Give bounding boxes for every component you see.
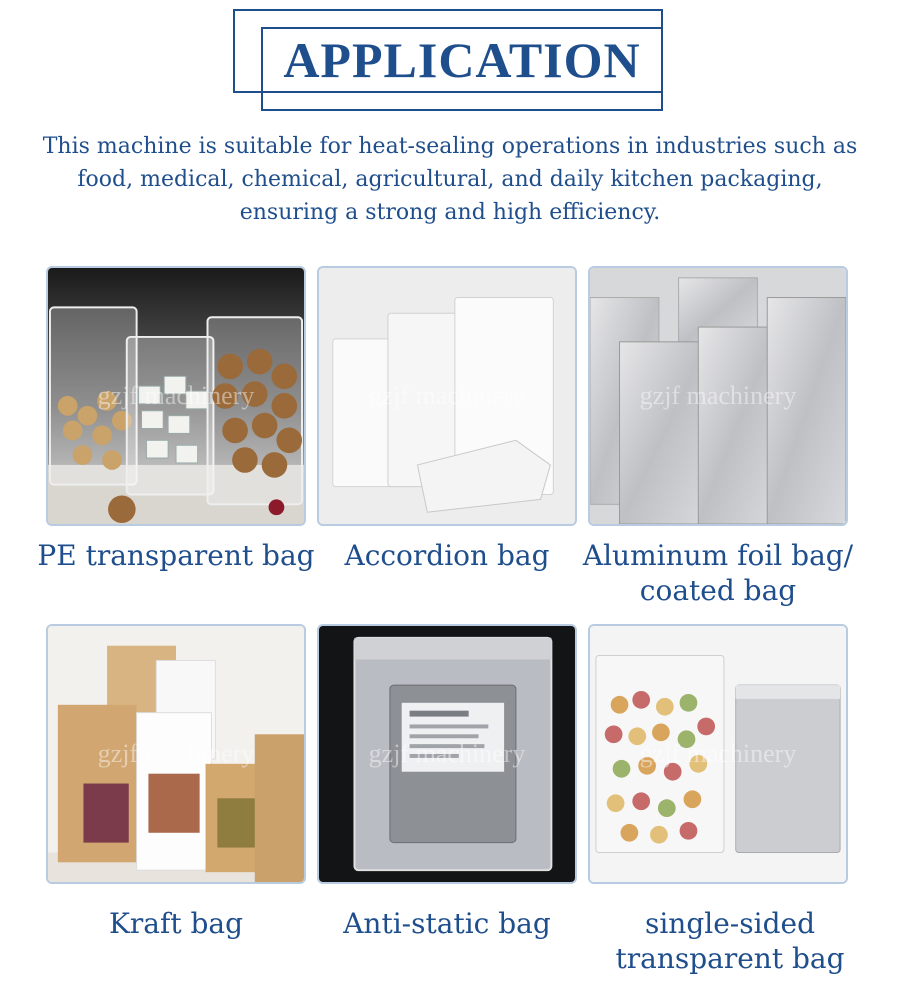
page-title: APPLICATION: [283, 32, 641, 88]
title-banner: [233, 9, 663, 109]
product-label-anti-static-bag: Anti-static bag: [343, 907, 551, 940]
watermark: gzjf machinery: [639, 738, 797, 768]
product-image-kraft-bag: [46, 624, 306, 884]
product-label-aluminum-foil-bag: Aluminum foil bag/ coated bag: [582, 539, 854, 607]
watermark: gzjf machinery: [368, 738, 526, 768]
watermark: gzjf machinery: [97, 380, 255, 410]
product-label-pe-transparent-bag: PE transparent bag: [37, 539, 315, 572]
product-label-accordion-bag: Accordion bag: [344, 539, 550, 572]
product-image-anti-static-bag: [317, 624, 577, 884]
product-image-single-sided-transparent-bag: [588, 624, 848, 884]
description-text: This machine is suitable for heat-sealing operations in industries such as food, medical, chemical, agricultural, and daily kitchen packaging, ensuring a strong and high efficiency.: [42, 134, 858, 225]
watermark: gzjf machinery: [639, 380, 797, 410]
watermark: gzjf machinery: [97, 738, 255, 768]
product-image-aluminum-foil-bag: [588, 266, 848, 526]
product-image-accordion-bag: [317, 266, 577, 526]
product-label-kraft-bag: Kraft bag: [108, 907, 244, 940]
watermark: gzjf machinery: [368, 380, 526, 410]
product-image-pe-transparent-bag: [46, 266, 306, 526]
product-label-single-sided-transparent-bag: single-sided transparent bag: [615, 907, 845, 975]
